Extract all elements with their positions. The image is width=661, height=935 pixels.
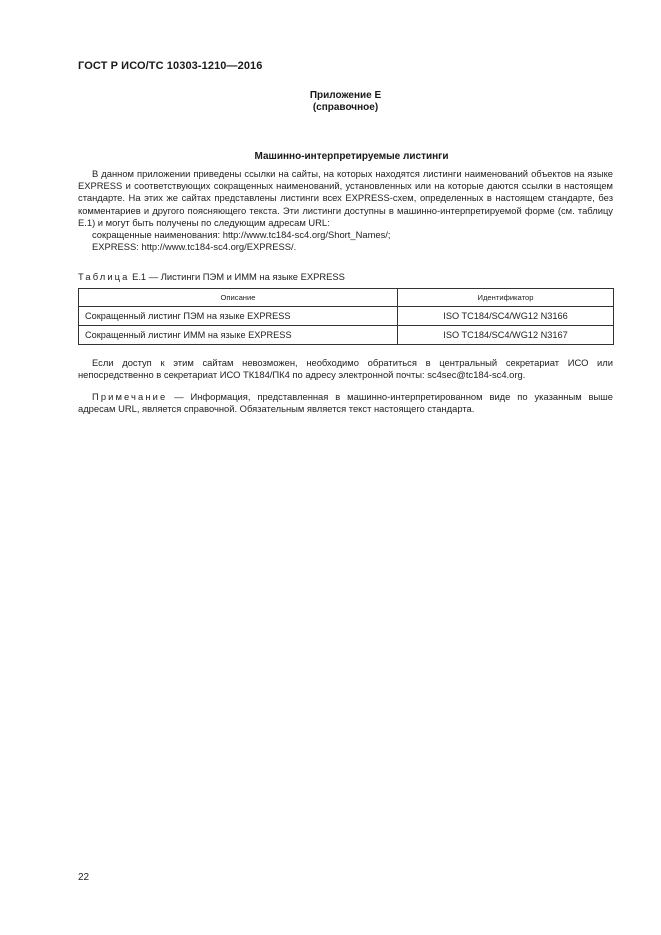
intro-block [78, 168, 613, 253]
note-label: Примечание [92, 391, 168, 402]
table-row [79, 326, 614, 345]
table-header-row [79, 289, 614, 307]
express-url: EXPRESS: http://www.tc184-sc4.org/EXPRESS/. [92, 241, 297, 253]
column-header-description: Описание [79, 289, 398, 307]
appendix-status: (справочное) [312, 102, 379, 113]
table-row [79, 307, 614, 326]
contact-block [78, 357, 613, 381]
table-cell-description: Сокращенный листинг ПЭМ на языке EXPRESS [79, 307, 398, 326]
standard-header: ГОСТ Р ИСО/ТС 10303-1210—2016 [78, 60, 263, 72]
note-block [78, 391, 613, 415]
contact-paragraph: Если доступ к этим сайтам невозможен, необходимо обратиться в центральный секретариат ИСО или непосредственно в секретариат ИСО ТК184/ПК4 по адресу электронной почты: sc4sec@tc184-sc4.org. [78, 357, 613, 381]
note-paragraph [78, 391, 613, 415]
section-title: Машинно-интерпретируемые листинги [254, 151, 449, 162]
appendix-heading [0, 90, 661, 114]
note-text: — Информация, представленная в машинно-интерпретированном виде по указанным выше адресам URL, является справочной. Обязательным является текст настоящего стандарта. [78, 391, 614, 415]
page-number: 22 [78, 872, 90, 883]
intro-paragraph: В данном приложении приведены ссылки на сайты, на которых находятся листинги наименований объектов на языке EXPRESS и соответствующих сокращенных наименований, установленных или на которые даются ссылки в настоящем стандарте. На этих же сайтах представлены листинги всех EXPRESS-схем, определенных в настоящем стандарте, без комментариев и другого поясняющего текста. Эти листинги доступны в машинно-интерпретируемой форме (см. таблицу Е.1) и могут быть получены по следующим адресам URL: [78, 168, 613, 228]
short-names-url: сокращенные наименования: http://www.tc184-sc4.org/Short_Names/; [92, 229, 391, 241]
table-cell-identifier: ISO TC184/SC4/WG12 N3167 [398, 326, 614, 345]
table-cell-description: Сокращенный листинг ИММ на языке EXPRESS [79, 326, 398, 345]
table-caption [78, 271, 345, 282]
listings-table [78, 288, 614, 345]
appendix-title: Приложение Е [309, 90, 382, 101]
table-cell-identifier: ISO TC184/SC4/WG12 N3166 [398, 307, 614, 326]
column-header-identifier: Идентификатор [398, 289, 614, 307]
table-caption-text: Е.1 — Листинги ПЭМ и ИММ на языке EXPRESS [132, 271, 345, 282]
table-caption-label: Таблица [78, 271, 130, 282]
